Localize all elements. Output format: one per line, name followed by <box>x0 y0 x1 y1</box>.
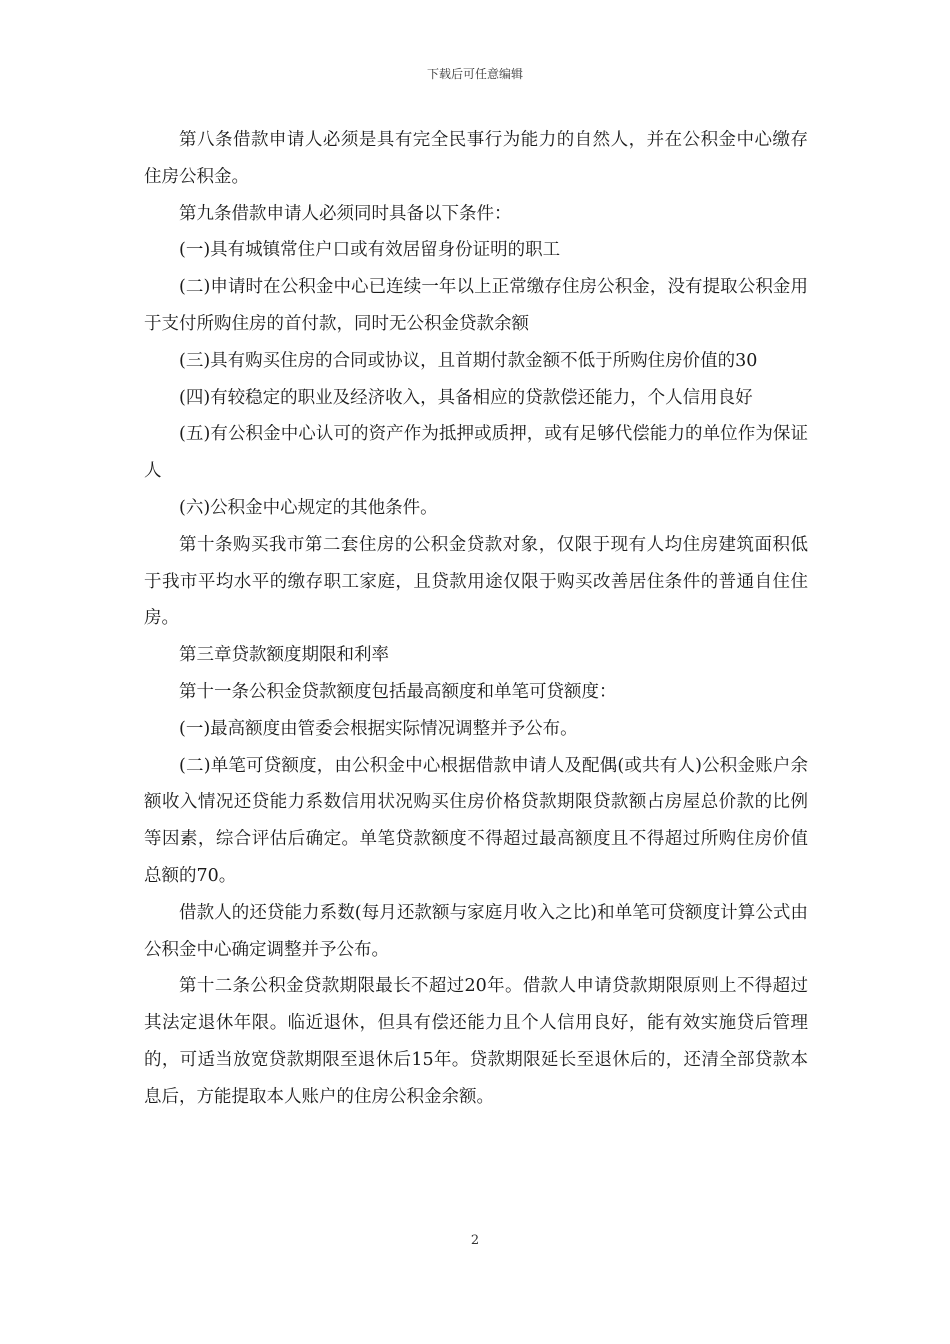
paragraph-condition-4: (四)有较稳定的职业及经济收入，具备相应的贷款偿还能力，个人信用良好 <box>179 387 753 408</box>
paragraph-article-9: 第九条借款申请人必须同时具备以下条件： <box>179 203 512 224</box>
page-number: 2 <box>470 1233 480 1248</box>
paragraph-condition-1: (一)具有城镇常住户口或有效居留身份证明的职工 <box>179 240 561 261</box>
paragraph-article-8: 第八条借款申请人必须是具有完全民事行为能力的自然人，并在公积金中心缴存住房公积金。 <box>144 130 808 187</box>
paragraph-condition-5: (五)有公积金中心认可的资产作为抵押或质押，或有足够代偿能力的单位作为保证人 <box>144 424 808 482</box>
paragraph-article-12: 第十二条公积金贷款期限最长不超过20年。借款人申请贷款期限原则上不得超过其法定退休年限。临近退休，但具有偿还能力且个人信用良好，能有效实施贷后管理的，可适当放宽贷款期限至退休后15年。贷款期限延长至退休后的，还清全部贷款本息后，方能提取本人账户的住房公积金余额。 <box>144 976 808 1107</box>
paragraph-article-10: 第十条购买我市第二套住房的公积金贷款对象，仅限于现有人均住房建筑面积低于我市平均水平的缴存职工家庭，且贷款用途仅限于购买改善居住条件的普通自住住房。 <box>144 534 808 629</box>
paragraph-limit-1: (一)最高额度由管委会根据实际情况调整并予公布。 <box>179 718 578 739</box>
chapter-heading-3: 第三章贷款额度期限和利率 <box>179 645 389 666</box>
paragraph-limit-2: (二)单笔可贷额度，由公积金中心根据借款申请人及配偶(或共有人)公积金账户余额收入情况还贷能力系数信用状况购买住房价格贷款期限贷款额占房屋总价款的比例等因素，综合评估后确定。单笔贷款额度不得超过最高额度且不得超过所购住房价值总额的70。 <box>144 755 808 886</box>
paragraph-condition-3: (三)具有购买住房的合同或协议，且首期付款金额不低于所购住房价值的30 <box>179 350 758 371</box>
paragraph-repayment-capacity: 借款人的还贷能力系数(每月还款额与家庭月收入之比)和单笔可贷额度计算公式由公积金中心确定调整并予公布。 <box>144 902 808 960</box>
document-body <box>144 122 808 1116</box>
paragraph-condition-2: (二)申请时在公积金中心已连续一年以上正常缴存住房公积金，没有提取公积金用于支付所购住房的首付款，同时无公积金贷款余额 <box>144 277 808 334</box>
page-header: 下载后可任意编辑 <box>426 67 523 81</box>
paragraph-condition-6: (六)公积金中心规定的其他条件。 <box>179 497 438 518</box>
paragraph-article-11: 第十一条公积金贷款额度包括最高额度和单笔可贷额度： <box>179 681 617 702</box>
